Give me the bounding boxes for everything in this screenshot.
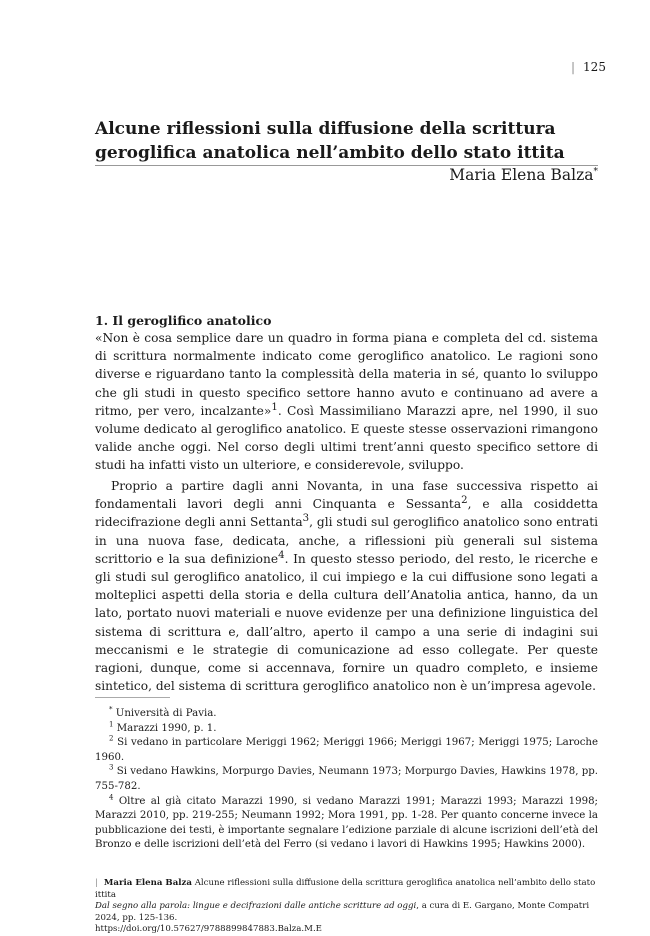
footer-book-title: Dal segno alla parola: lingue e decifrazioni dalle antiche scritture ad oggi bbox=[95, 901, 417, 912]
paragraph-text: , gli studi sul geroglifico anatolico sono entrati in una nuova fase, dedicata, anche, a riflessioni più generali sul sistema scrittorio e la sua definizione bbox=[95, 515, 599, 566]
page-number-value: 125 bbox=[583, 60, 606, 74]
article-title: Alcune riflessioni sulla diffusione della scrittura geroglifica anatolica nell’ambito dello stato ittita bbox=[95, 119, 565, 163]
page-number bbox=[571, 60, 606, 74]
footnote-text: Università di Pavia. bbox=[115, 708, 217, 719]
footer-publication: , a cura di E. Gargano, Monte Compatri 2024, pp. 125-136. bbox=[95, 901, 590, 923]
paragraph-text: , e alla cosiddetta ridecifrazione degli anni Settanta bbox=[95, 497, 598, 530]
paragraph-1 bbox=[95, 329, 598, 475]
footnote-mark: 4 bbox=[109, 793, 114, 802]
paragraph-text: . Così Massimiliano Marazzi apre, nel 1990, il suo volume dedicato al geroglifico anatolico. E queste stesse osservazioni rimangono valide anche oggi. Nel corso degli ultimi trent’anni questo specifico settore di studi ha infatti visto un ulteriore, e considerevole, sviluppo. bbox=[95, 403, 599, 473]
footer-doi-link[interactable]: https://doi.org/10.57627/9788899847883.Balza.M.E bbox=[95, 924, 322, 935]
citation-footer bbox=[95, 878, 598, 936]
footnote-mark: 2 bbox=[109, 734, 114, 743]
section-heading: 1. Il geroglifico anatolico bbox=[95, 313, 272, 328]
author-name: Maria Elena Balza bbox=[449, 166, 594, 184]
footnote-mark: 1 bbox=[109, 720, 114, 729]
footnote bbox=[95, 795, 598, 853]
footnote-mark: * bbox=[109, 705, 113, 714]
footnote-text: Si vedano Hawkins, Morpurgo Davies, Neumann 1973; Morpurgo Davies, Hawkins 1978, pp. 755-782. bbox=[95, 766, 598, 792]
footer-author: Maria Elena Balza bbox=[103, 878, 192, 888]
footnote-text: Marazzi 1990, p. 1. bbox=[116, 722, 217, 734]
footnote-rule bbox=[95, 697, 170, 698]
paragraph-text: «Non è cosa semplice dare un quadro in forma piana e completa del cd. sistema di scrittura normalmente indicato come geroglifico anatolico. Le ragioni sono diverse e riguardano tanto la complessità della materia in sé, quanto lo sviluppo che gli studi in questo specifico settore hanno avuto e continuano ad avere a ritmo, per vero, incalzante» bbox=[95, 331, 598, 418]
footnote-ref[interactable]: 3 bbox=[302, 513, 310, 525]
footnote-text: Oltre al già citato Marazzi 1990, si vedano Marazzi 1991; Marazzi 1993; Marazzi 1998; Marazzi 2010, pp. 219-255; Neumann 1992; Mora 1991, pp. 1-28. Per quanto concerne invece la pubblicazione dei testi, è importante segnalare l’edizione parziale di alcune iscrizioni dell’età del Bronzo e delle iscrizioni dell’età del Ferro (si vedano i lavori di Hawkins 1995; Hawkins 2000). bbox=[95, 795, 598, 851]
footnote-ref[interactable]: 4 bbox=[278, 549, 285, 561]
footnotes bbox=[95, 707, 598, 853]
author-footnote-mark: * bbox=[593, 166, 598, 177]
footnote-text: Si vedano in particolare Meriggi 1962; Meriggi 1966; Meriggi 1967; Meriggi 1975; Laroche 1960. bbox=[95, 737, 598, 763]
page-number-separator: | bbox=[571, 60, 576, 74]
footnote-ref[interactable]: 2 bbox=[461, 495, 468, 507]
footnote-ref[interactable]: 1 bbox=[271, 401, 278, 413]
footer-separator: | bbox=[95, 878, 98, 888]
paragraph-2 bbox=[95, 477, 598, 695]
article-author bbox=[449, 166, 598, 184]
paragraph-text: Proprio a partire dagli anni Novanta, in una fase successiva rispetto ai fondamentali lavori degli anni Cinquanta e Sessanta bbox=[95, 479, 598, 512]
footnote bbox=[95, 765, 598, 794]
footnote bbox=[95, 722, 598, 737]
footnote-mark: 3 bbox=[109, 763, 114, 772]
footnote bbox=[95, 736, 598, 765]
footnote bbox=[95, 707, 598, 722]
footer-title: Alcune riflessioni sulla diffusione della scrittura geroglifica anatolica nell’ambito dello stato ittita bbox=[95, 878, 596, 900]
paragraph-text: . In questo stesso periodo, del resto, le ricerche e gli studi sul geroglifico anatolico, il cui impiego e la cui diffusione sono legati a molteplici aspetti della storia e della cultura dell’Anatolia antica, hanno, da un lato, portato nuovi materiali e nuove evidenze per una definizione linguistica del sistema di scrittura e, dall’altro, aperto il campo a una serie di indagini sui meccanismi e le strategie di comunicazione ad esso collegate. Per queste ragioni, dunque, come si accennava, fornire un quadro completo, e insieme sintetico, del sistema di scrittura geroglifico anatolico non è un’impresa agevole. bbox=[95, 551, 599, 694]
